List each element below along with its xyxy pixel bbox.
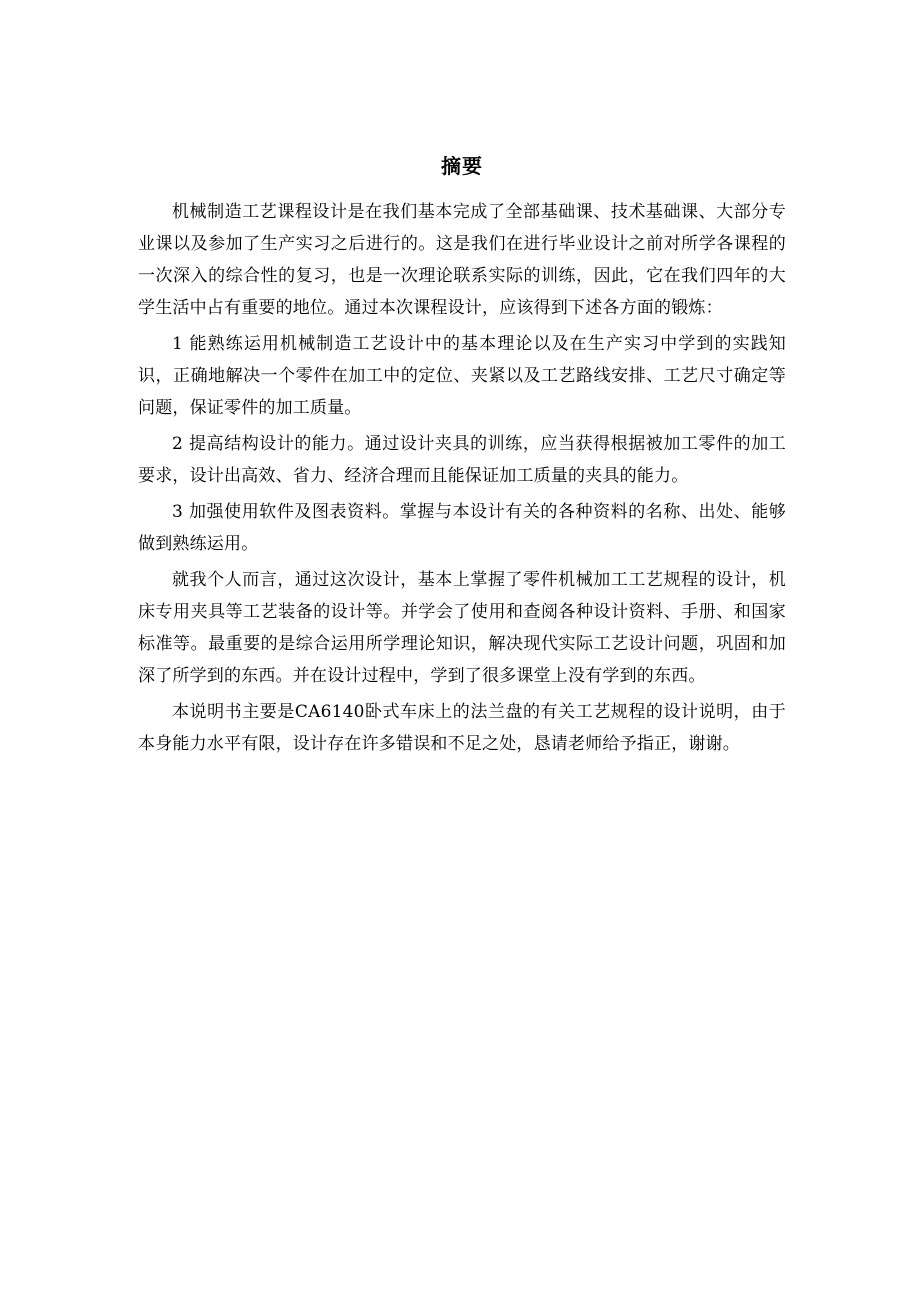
- abstract-title: 摘要: [441, 154, 483, 178]
- paragraph-item-3: 3 加强使用软件及图表资料。掌握与本设计有关的各种资料的名称、出处、能够做到熟练运用。: [138, 502, 786, 554]
- paragraph-personal: 就我个人而言，通过这次设计，基本上掌握了零件机械加工工艺规程的设计，机床专用夹具等工艺装备的设计等。并学会了使用和查阅各种设计资料、手册、和国家标准等。最重要的是综合运用所学理论知识，解决现代实际工艺设计问题，巩固和加深了所学到的东西。并在设计过程中，学到了很多课堂上没有学到的东西。: [138, 570, 786, 686]
- document-page: [138, 148, 786, 764]
- paragraph-closing: 本说明书主要是CA6140卧式车床上的法兰盘的有关工艺规程的设计说明，由于本身能力水平有限，设计存在许多错误和不足之处，恳请老师给予指正，谢谢。: [138, 702, 786, 754]
- paragraph-item-2: 2 提高结构设计的能力。通过设计夹具的训练，应当获得根据被加工零件的加工要求，设计出高效、省力、经济合理而且能保证加工质量的夹具的能力。: [138, 434, 786, 486]
- paragraph-item-1: 1 能熟练运用机械制造工艺设计中的基本理论以及在生产实习中学到的实践知识，正确地解决一个零件在加工中的定位、夹紧以及工艺路线安排、工艺尺寸确定等问题，保证零件的加工质量。: [138, 334, 786, 418]
- paragraph-intro: 机械制造工艺课程设计是在我们基本完成了全部基础课、技术基础课、大部分专业课以及参加了生产实习之后进行的。这是我们在进行毕业设计之前对所学各课程的一次深入的综合性的复习，也是一次理论联系实际的训练，因此，它在我们四年的大学生活中占有重要的地位。通过本次课程设计，应该得到下述各方面的锻炼：: [138, 202, 786, 318]
